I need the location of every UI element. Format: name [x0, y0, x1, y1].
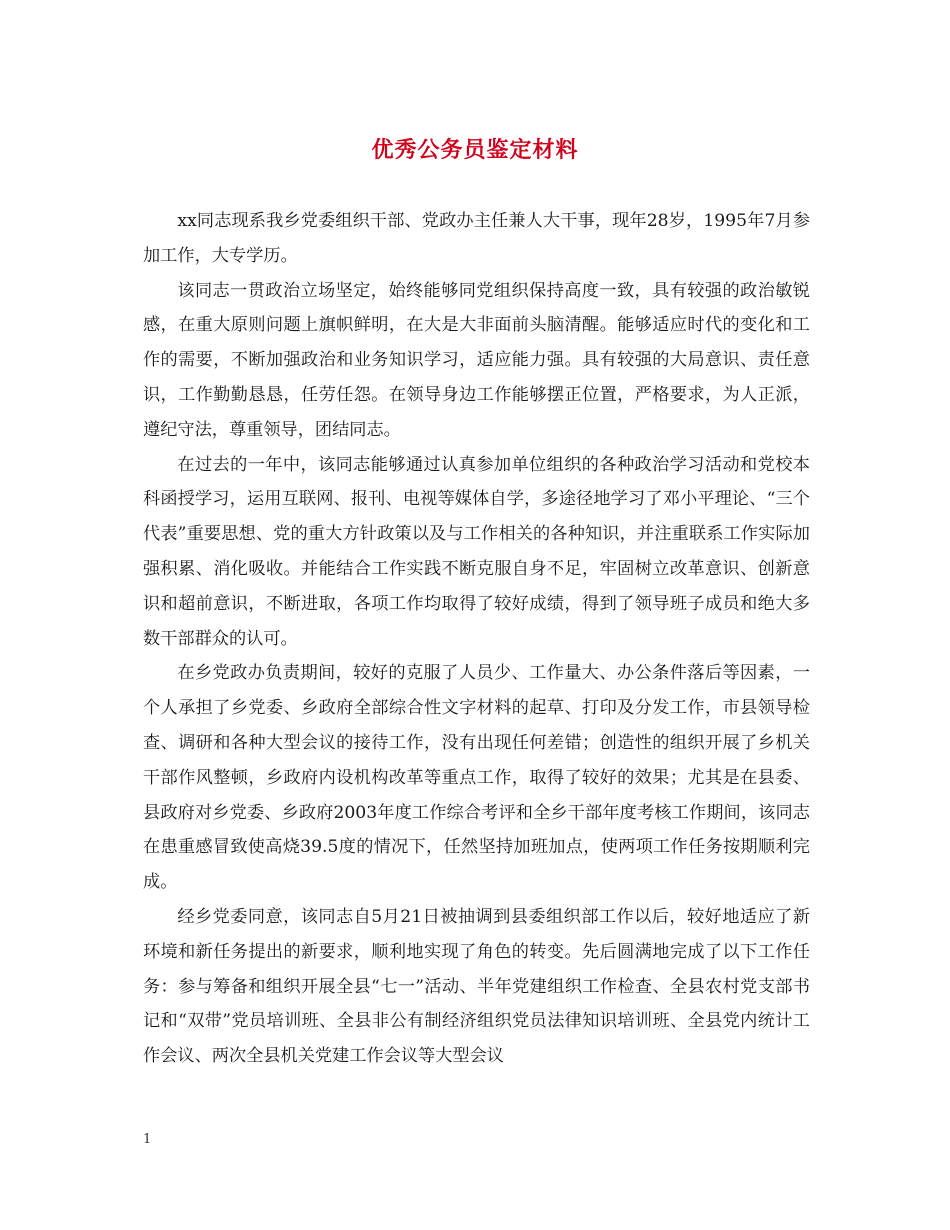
document-title: 优秀公务员鉴定材料	[371, 137, 579, 163]
paragraph-5: 经乡党委同意，该同志自5月21日被抽调到县委组织部工作以后，较好地适应了新环境和新任务提出的新要求，顺利地实现了角色的转变。先后圆满地完成了以下工作任务：参与筹备和组织开展全县“七一”活动、半年党建组织工作检查、全县农村党支部书记和“双带”党员培训班、全县非公有制经济组织党员法律知识培训班、全县党内统计工作会议、两次全县机关党建工作会议等大型会议	[143, 906, 810, 1067]
paragraph-3: 在过去的一年中，该同志能够通过认真参加单位组织的各种政治学习活动和党校本科函授学习，运用互联网、报刊、电视等媒体自学，多途径地学习了邓小平理论、“三个代表”重要思想、党的重大方针政策以及与工作相关的各种知识，并注重联系工作实际加强积累、消化吸收。并能结合工作实践不断克服自身不足，牢固树立改革意识、创新意识和超前意识，不断进取，各项工作均取得了较好成绩，得到了领导班子成员和绝大多数干部群众的认可。	[143, 454, 810, 649]
paragraph-2: 该同志一贯政治立场坚定，始终能够同党组织保持高度一致，具有较强的政治敏锐感，在重大原则问题上旗帜鲜明，在大是大非面前头脑清醒。能够适应时代的变化和工作的需要，不断加强政治和业务知识学习，适应能力强。具有较强的大局意识、责任意识，工作勤勤恳恳，任劳任怨。在领导身边工作能够摆正位置，严格要求，为人正派，遵纪守法，尊重领导，团结同志。	[143, 280, 810, 440]
page-number: 1	[143, 1132, 152, 1147]
paragraph-4: 在乡党政办负责期间，较好的克服了人员少、工作量大、办公条件落后等因素，一个人承担了乡党委、乡政府全部综合性文字材料的起草、打印及分发工作，市县领导检查、调研和各种大型会议的接待工作，没有出现任何差错；创造性的组织开展了乡机关干部作风整顿，乡政府内设机构改革等重点工作，取得了较好的效果；尤其是在县委、县政府对乡党委、乡政府2003年度工作综合考评和全乡干部年度考核工作期间，该同志在患重感冒致使高烧39.5度的情况下，任然坚持加班加点，使两项工作任务按期顺利完成。	[143, 663, 810, 893]
paragraph-1: xx同志现系我乡党委组织干部、党政办主任兼人大干事，现年28岁，1995年7月参加工作，大专学历。	[143, 211, 810, 266]
document-body	[143, 204, 810, 1074]
